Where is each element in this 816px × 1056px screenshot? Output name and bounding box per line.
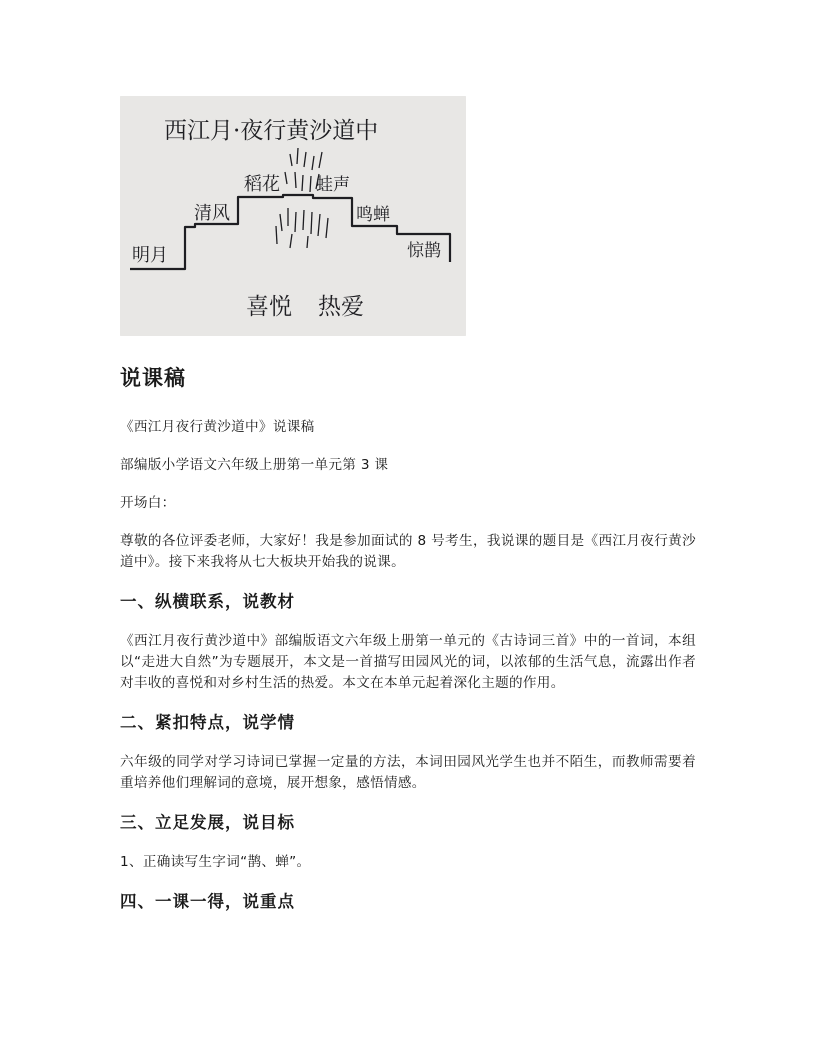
sketch-step-3: 蛙声 bbox=[316, 175, 350, 195]
section-heading-students: 二、紧扣特点，说学情 bbox=[120, 713, 295, 732]
opening-text: 尊敬的各位评委老师，大家好！我是参加面试的 8 号考生，我说课的题目是《西江月夜行黄沙道中》。接下来我将从七大板块开始我的说课。 bbox=[120, 533, 696, 570]
section-text-goals: 1、正确读写生字词“鹊、蝉”。 bbox=[120, 854, 311, 870]
sketch-emotion-1: 热爱 bbox=[318, 294, 364, 320]
sketch-step-0: 明月 bbox=[132, 245, 168, 266]
page-title: 说课稿 bbox=[120, 366, 186, 390]
board-sketch-drawing bbox=[120, 96, 466, 336]
sketch-step-5: 惊鹊 bbox=[407, 241, 441, 261]
sketch-title: 西江月·夜行黄沙道中 bbox=[164, 118, 379, 144]
textbook-line: 部编版小学语文六年级上册第一单元第 3 课 bbox=[120, 457, 389, 473]
board-sketch-photo bbox=[120, 96, 466, 336]
sketch-step-4: 鸣蝉 bbox=[356, 205, 390, 225]
sketch-step-2: 稻花 bbox=[244, 174, 280, 195]
section-heading-goals: 三、立足发展，说目标 bbox=[120, 813, 295, 832]
opening-label: 开场白： bbox=[120, 495, 176, 511]
title-line: 《西江月夜行黄沙道中》说课稿 bbox=[120, 419, 315, 435]
section-heading-textbook: 一、纵横联系，说教材 bbox=[120, 592, 295, 611]
section-text-students: 六年级的同学对学习诗词已掌握一定量的方法，本词田园风光学生也并不陌生，而教师需要着重培养他们理解词的意境，展开想象，感悟情感。 bbox=[120, 754, 696, 791]
section-heading-key-points: 四、一课一得，说重点 bbox=[120, 892, 295, 911]
sketch-emotion-0: 喜悦 bbox=[246, 294, 292, 320]
document-page bbox=[120, 96, 696, 914]
section-text-textbook: 《西江月夜行黄沙道中》部编版语文六年级上册第一单元的《古诗词三首》中的一首词，本组以“走进大自然”为专题展开，本文是一首描写田园风光的词，以浓郁的生活气息，流露出作者对丰收的喜悦和对乡村生活的热爱。本文在本单元起着深化主题的作用。 bbox=[120, 633, 696, 691]
sketch-step-1: 清风 bbox=[194, 203, 230, 224]
